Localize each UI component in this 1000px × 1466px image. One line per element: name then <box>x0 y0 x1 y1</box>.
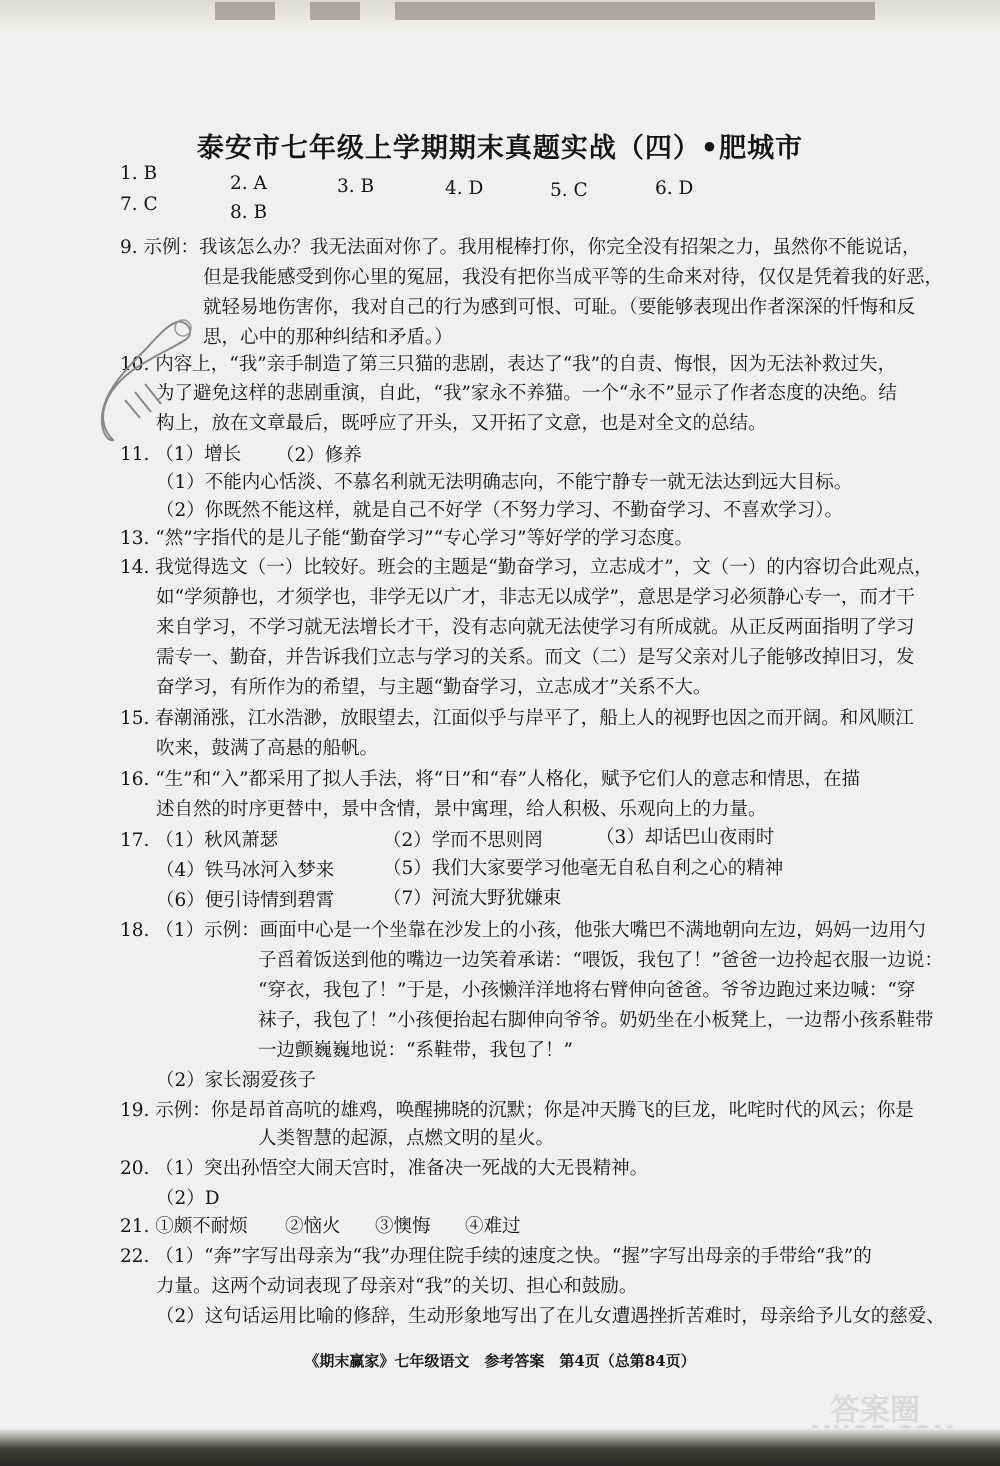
pencil-doodle <box>85 300 205 450</box>
answer-17-3: （3）却话巴山夜雨时 <box>596 827 775 848</box>
answer-17-6: （6）便引诗情到碧霄 <box>156 890 335 911</box>
answer-18-1-line-4: 袜子，我包了！”小孩便抬起右脚伸向爷爷。奶奶坐在小板凳上，一边帮小孩系鞋带 <box>258 1010 934 1031</box>
answer-14-line-2: 如“学须静也，才须学也，非学无以广才，非志无以成学”，意思是学习必须静心专一，而才干 <box>156 587 915 608</box>
answer-17-2: （2）学而不思则罔 <box>383 830 543 851</box>
answer-9-line-1: 9. 示例：我该怎么办？我无法面对你了。我用棍棒打你，你完全没有招架之力，虽然你不能说话， <box>120 237 921 258</box>
watermark-logo: 答案圈 <box>830 1393 920 1428</box>
page-footer: 《期末赢家》七年级语文 参考答案 第4页（总第84页） <box>304 1352 696 1370</box>
answer-18-1-line-3: “穿衣，我包了！”于是，小孩懒洋洋地将右臂伸向爸爸。爷爷边跑过来边喊：“穿 <box>258 980 916 1001</box>
answer-3: 3. B <box>337 176 375 197</box>
answer-17-4: （4）铁马冰河入梦来 <box>156 860 335 881</box>
answer-10-line-1: 10. 内容上，“我”亲手制造了第三只猫的悲剧，表达了“我”的自责、悔恨，因为无法补救过失， <box>120 354 897 375</box>
answer-10-line-3: 构上，放在文章最后，既呼应了开头，又开拓了文意，也是对全文的总结。 <box>156 413 767 434</box>
answer-5: 5. C <box>550 180 588 201</box>
scan-bottom-edge <box>0 1428 1000 1466</box>
answer-15-line-2: 吹来，鼓满了高悬的船帆。 <box>156 738 379 759</box>
scan-top-edge <box>0 0 1000 30</box>
answer-1: 1. B <box>120 163 158 184</box>
answer-12-2: （2）你既然不能这样，就是自己不好学（不努力学习、不勤奋学习、不喜欢学习）。 <box>156 500 844 521</box>
answer-21-3: ③懊悔 <box>375 1216 431 1237</box>
answer-9-line-2: 但是我能感受到你心里的冤屈，我没有把你当成平等的生命来对待，仅仅是凭着我的好恶， <box>203 267 944 288</box>
answer-17-7: （7）河流大野犹嫌束 <box>383 888 562 909</box>
answer-14-line-1: 14. 我觉得选文（一）比较好。班会的主题是“勤奋学习，立志成才”，文（一）的内容切合此观点， <box>120 557 933 578</box>
answer-22-1-line-1: 22. （1）“奔”字写出母亲为“我”办理住院手续的速度之快。“握”字写出母亲的手带给“我”的 <box>120 1246 872 1267</box>
answer-22-2-line-1: （2）这句话运用比喻的修辞，生动形象地写出了在儿女遭遇挫折苦难时，母亲给予儿女的慈爱、 <box>156 1306 945 1327</box>
answer-10-line-2: 为了避免这样的悲剧重演，自此，“我”家永不养猫。一个“永不”显示了作者态度的决绝。结 <box>156 383 897 404</box>
answer-22-1-line-2: 力量。这两个动词表现了母亲对“我”的关切、担心和鼓励。 <box>156 1276 638 1297</box>
answer-18-2: （2）家长溺爱孩子 <box>156 1070 316 1091</box>
answer-16-line-1: 16. “生”和“入”都采用了拟人手法，将“日”和“春”人格化，赋予它们人的意志和情思，在描 <box>120 769 860 790</box>
answer-8: 8. B <box>230 202 268 223</box>
answer-9-line-4: 思，心中的那种纠结和矛盾。） <box>203 327 453 348</box>
answer-2: 2. A <box>230 173 267 194</box>
answer-20-2: （2）D <box>156 1188 220 1209</box>
answer-11-1: 11. （1）增长 <box>120 444 242 465</box>
answer-7: 7. C <box>120 194 158 215</box>
answer-17-1: 17. （1）秋风萧瑟 <box>120 830 279 851</box>
page-title: 泰安市七年级上学期期末真题实战（四）•肥城市 <box>196 133 804 164</box>
answer-21-2: ②恼火 <box>285 1216 341 1237</box>
answer-17-5: （5）我们大家要学习他毫无自私自利之心的精神 <box>383 858 784 879</box>
answer-16-line-2: 述自然的时序更替中，景中含情，景中寓理，给人积极、乐观向上的力量。 <box>156 799 767 820</box>
answer-14-line-3: 来自学习，不学习就无法增长才干，没有志向就无法使学习有所成就。从正反两面指明了学习 <box>156 617 915 638</box>
answer-12-1: （1）不能内心恬淡、不慕名利就无法明确志向，不能宁静专一就无法达到远大目标。 <box>156 472 853 493</box>
answer-14-line-4: 需专一、勤奋，并告诉我们立志与学习的关系。而文（二）是写父亲对儿子能够改掉旧习，发 <box>156 647 915 668</box>
answer-6: 6. D <box>655 178 694 199</box>
answer-19-line-2: 人类智慧的起源，点燃文明的星火。 <box>258 1128 555 1149</box>
answer-13: 13. “然”字指代的是儿子能“勤奋学习”“专心学习”等好学的学习态度。 <box>120 528 694 549</box>
answer-19-line-1: 19. 示例：你是昂首高吭的雄鸡，唤醒拂晓的沉默；你是冲天腾飞的巨龙，叱咤时代的风云；你是 <box>120 1100 914 1121</box>
answer-21-4: ④难过 <box>465 1216 521 1237</box>
answer-14-line-5: 奋学习，有所作为的希望，与主题“勤奋学习，立志成才”关系不大。 <box>156 677 712 698</box>
answer-18-1-line-5: 一边颤巍巍地说：“系鞋带，我包了！” <box>258 1040 573 1061</box>
answer-9-line-3: 就轻易地伤害你，我对自己的行为感到可恨、可耻。（要能够表现出作者深深的忏悔和反 <box>203 297 916 318</box>
answer-4: 4. D <box>445 178 484 199</box>
answer-20-1: 20. （1）突出孙悟空大闹天宫时，准备决一死战的大无畏精神。 <box>120 1158 649 1179</box>
answer-21-1: 21. ①颇不耐烦 <box>120 1216 248 1237</box>
answer-11-2: （2）修养 <box>276 445 362 466</box>
answer-18-1-line-1: 18. （1）示例：画面中心是一个坐靠在沙发上的小孩，他张大嘴巴不满地朝向左边，妈妈一边用勺 <box>120 920 926 941</box>
answer-15-line-1: 15. 春潮涌涨，江水浩渺，放眼望去，江面似乎与岸平了，船上人的视野也因之而开阔。和风顺江 <box>120 708 914 729</box>
answer-18-1-line-2: 子舀着饭送到他的嘴边一边笑着承诺：“喂饭，我包了！”爸爸一边拎起衣服一边说： <box>258 950 943 971</box>
